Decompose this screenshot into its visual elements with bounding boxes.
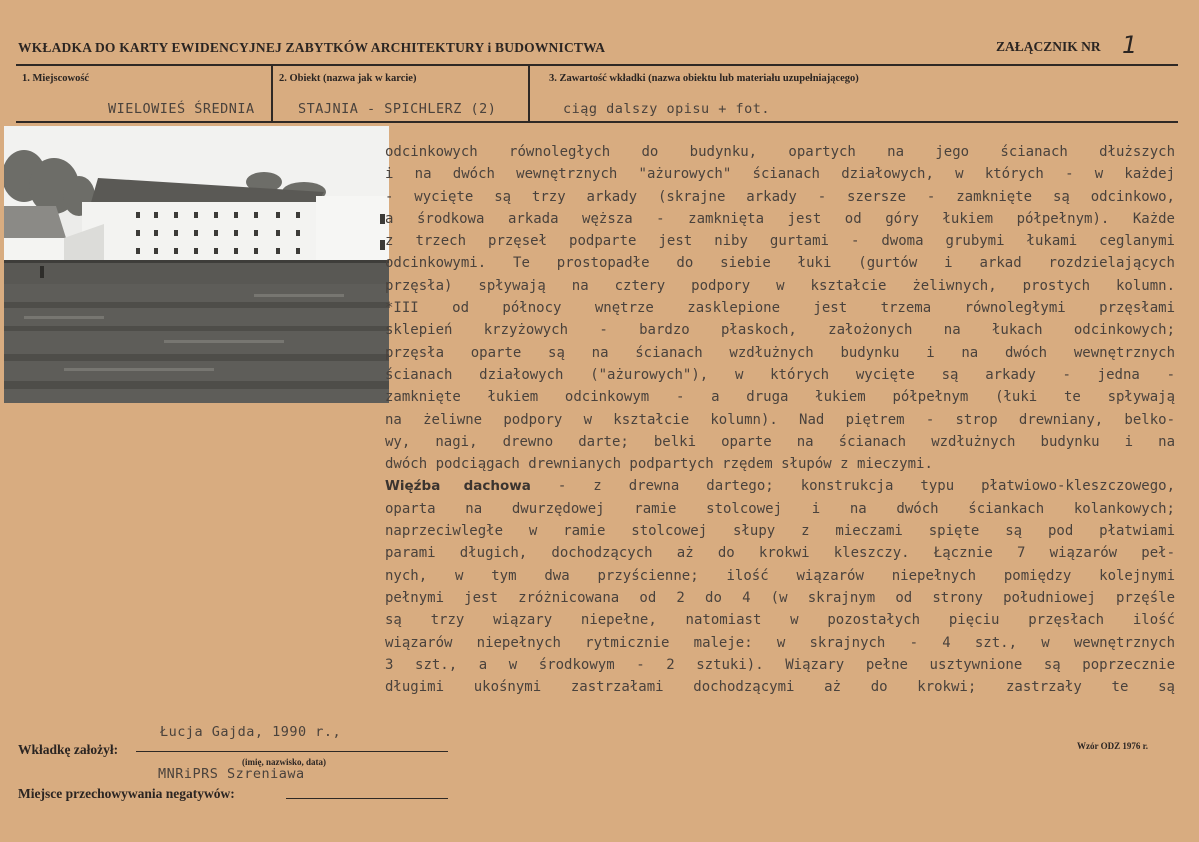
field-divider-1 <box>271 66 273 122</box>
description-line: odcinkowych równoległych do budynku, opartych na jego ścianach dłuższych <box>385 144 1175 160</box>
roof-first-line: - z drewna dartego; konstrukcja typu płatwiowo-kleszczowego, <box>530 478 1175 495</box>
roof-line: naprzeciwległe w ramie stolcowej słupy z mieczami spięte są pod płatwiami <box>385 523 1175 540</box>
form-code: Wzór ODZ 1976 r. <box>1077 741 1148 751</box>
negatives-value: MNRiPRS Szreniawa <box>158 766 305 782</box>
description-line: wy, nagi, drewno darte; belki oparte na ścianach wzdłużnych budynku i na <box>385 433 1175 450</box>
card-title: WKŁADKA DO KARTY EWIDENCYJNEJ ZABYTKÓW ARCHITEKTURY i BUDOWNICTWA <box>18 40 606 55</box>
roof-line: 3 szt., a w środkowym - 2 sztuki). Wiązary pełne usztywnione są poprzecznie <box>385 656 1175 673</box>
fields-bottom-rule <box>16 121 1178 123</box>
description-line: sklepień krzyżowych - bardzo płaskoch, założonych na łukach odcinkowych; <box>385 322 1175 339</box>
roof-line: oparta na dwurzędowej ramie stolcowej i na dwóch ściankach kolankowych; <box>385 500 1175 517</box>
roof-line: pełnymi jest zróżnicowana od 2 do 4 (w skrajnym od strony południowej przęśle <box>385 589 1175 606</box>
locality-value: WIELOWIEŚ ŚREDNIA <box>108 101 255 117</box>
author-hint: (imię, nazwisko, data) <box>242 757 326 767</box>
description-line: *III od północy wnętrze zasklepione jest trzema równoległymi przęsłami <box>385 300 1175 317</box>
field-divider-2 <box>528 66 530 122</box>
negatives-underline <box>286 798 448 799</box>
description-line: zamknięte łukiem odcinkowym - a druga łukiem półpełnym (łuki te spływają <box>385 389 1175 406</box>
roof-line: parami długich, dochodzących aż do krokwi kleszczy. Łącznie 7 wiązarów peł- <box>385 545 1175 562</box>
locality-label: 1. Miejscowość <box>22 73 90 84</box>
description-line: przęsła oparte są na ścianach wzdłużnych budynku i na dwóch wewnętrznych <box>385 344 1175 361</box>
author-label: Wkładkę założył: <box>18 742 119 757</box>
roof-line-first <box>385 475 1175 497</box>
negatives-label: Miejsce przechowywania negatywów: <box>18 786 235 801</box>
description-text <box>385 141 1175 698</box>
description-line: a środkowa arkada węższa - zamknięta jest od góry łukiem półpełnym). Każde <box>385 210 1175 227</box>
object-value: STAJNIA - SPICHLERZ (2) <box>298 101 497 117</box>
description-line: odcinkowymi. Te prostopadłe do siebie łuki (gurtów i arkad rozdzielających <box>385 255 1175 272</box>
header-rule <box>16 64 1178 66</box>
roof-line: nych, w tym dwa przyścienne; ilość wiązarów niepełnych pomiędzy kolejnymi <box>385 567 1175 584</box>
description-line: dwóch podciągach drewnianych podpartych rzędem słupów z mieczymi. <box>385 456 933 473</box>
building-photo <box>4 126 389 403</box>
object-label: 2. Obiekt (nazwa jak w karcie) <box>279 73 417 84</box>
annex-number: 1 <box>1122 31 1138 59</box>
description-line: przęsła) spływają na cztery podpory w kształcie żeliwnych, prostych kolumn. <box>385 277 1175 294</box>
roof-line: są trzy wiązary niepełne, natomiast w pozostałych pięciu przęsłach ilość <box>385 612 1175 629</box>
description-line: ścianach działowych ("ażurowych"), w których wycięte są arkady - jedna - <box>385 366 1175 383</box>
annex-label: ZAŁĄCZNIK NR <box>996 39 1101 54</box>
description-line: i na dwóch wewnętrznych "ażurowych" ścianach działowych, w których - w każdej <box>385 166 1175 183</box>
description-line: z trzech przęseł podparte jest niby gurtami - dwoma grubymi łukami ceglanymi <box>385 233 1175 250</box>
roof-line: wiązarów niepełnych rytmicznie maleje: w skrajnych - 4 szt., w wewnętrznych <box>385 634 1175 651</box>
description-line: na żeliwne podpory w kształcie kolumn). Nad piętrem - strop drewniany, belko- <box>385 411 1175 428</box>
building-photo-icon <box>4 126 389 403</box>
content-value: ciąg dalszy opisu + fot. <box>563 101 771 117</box>
author-underline <box>136 751 448 752</box>
description-line: - wycięte są trzy arkady (skrajne arkady - szersze - zamknięte są odcinkowo, <box>385 188 1175 205</box>
content-label: 3. Zawartość wkładki (nazwa obiektu lub materiału uzupełniającego) <box>549 73 859 84</box>
roof-line: długimi ukośnymi zastrzałami dochodzącymi aż do krokwi; zastrzały te są <box>385 679 1175 696</box>
author-value: Łucja Gajda, 1990 r., <box>160 724 342 740</box>
roof-heading: Więźba dachowa <box>385 478 531 495</box>
